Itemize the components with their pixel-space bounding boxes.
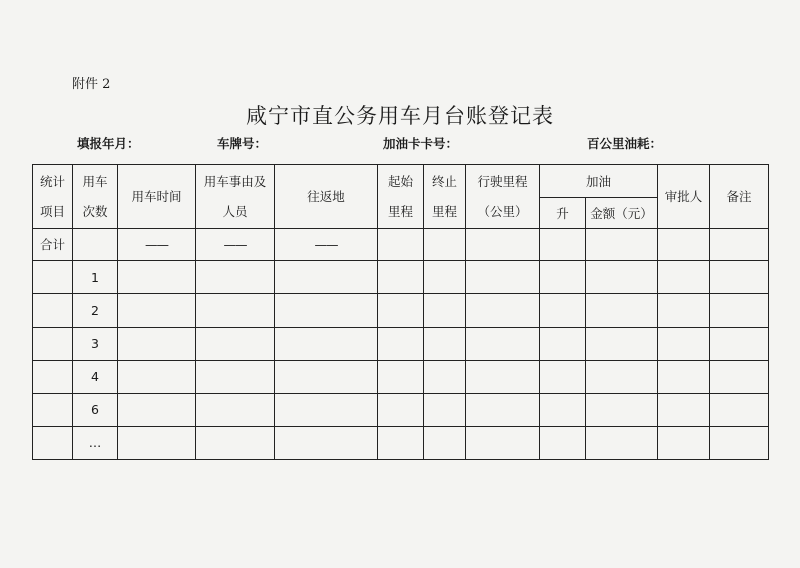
table-cell: [710, 327, 769, 360]
header-amount: 金额（元）: [586, 198, 658, 229]
table-row: [33, 426, 769, 459]
table-cell: [196, 327, 275, 360]
table-cell: [586, 294, 658, 327]
table-cell: [424, 327, 466, 360]
plate-number-label: 车牌号：: [217, 136, 268, 151]
total-usage-time-dash: ——: [118, 229, 196, 261]
row-number: 6: [73, 393, 118, 426]
header-refuel: 加油: [540, 165, 658, 198]
table-cell: [710, 261, 769, 294]
row-number: 1: [73, 261, 118, 294]
table-cell: [710, 360, 769, 393]
table-row: [33, 294, 769, 327]
table-cell: [378, 294, 424, 327]
table-cell: [466, 426, 540, 459]
table-cell: [118, 294, 196, 327]
table-cell: [540, 393, 586, 426]
table-cell: [658, 294, 710, 327]
total-label: 合计: [33, 229, 73, 261]
fuel-card-label: 加油卡卡号：: [383, 136, 459, 151]
table-cell: [33, 360, 73, 393]
header-reason: 用车事由及 人员: [196, 165, 275, 229]
page-title: 咸宁市直公务用车月台账登记表: [246, 104, 554, 128]
table-cell: [466, 327, 540, 360]
table-cell: [658, 327, 710, 360]
table-cell: [33, 426, 73, 459]
header-trip-count: 用车 次数: [73, 165, 118, 229]
table-cell: [275, 261, 378, 294]
header-end-mileage: 终止 里程: [424, 165, 466, 229]
table-cell: [540, 261, 586, 294]
table-cell: [424, 229, 466, 261]
table-cell: [424, 426, 466, 459]
table-cell: [424, 294, 466, 327]
fuel-consumption-label: 百公里油耗：: [587, 136, 663, 151]
total-reason-dash: ——: [196, 229, 275, 261]
table-cell: [196, 294, 275, 327]
table-cell: [586, 393, 658, 426]
table-cell: [424, 360, 466, 393]
table-cell: [466, 294, 540, 327]
table-cell: [196, 393, 275, 426]
table-cell: [658, 229, 710, 261]
table-cell: [33, 327, 73, 360]
row-number: …: [73, 426, 118, 459]
table-cell: [118, 327, 196, 360]
table-row: [33, 393, 769, 426]
table-cell: [118, 426, 196, 459]
header-remarks: 备注: [710, 165, 769, 229]
table-cell: [540, 229, 586, 261]
header-usage-time: 用车时间: [118, 165, 196, 229]
table-cell: [658, 360, 710, 393]
header-approver: 审批人: [658, 165, 710, 229]
ledger-table: [32, 164, 769, 460]
table-cell: [378, 393, 424, 426]
table-cell: [378, 261, 424, 294]
table-cell: [275, 327, 378, 360]
attachment-label: 附件 2: [72, 77, 111, 92]
table-cell: [466, 360, 540, 393]
table-cell: [33, 261, 73, 294]
total-row: [33, 229, 769, 261]
table-row: [33, 327, 769, 360]
table-cell: [378, 360, 424, 393]
table-cell: [710, 426, 769, 459]
header-distance: 行驶里程 （公里）: [466, 165, 540, 229]
table-cell: [586, 360, 658, 393]
table-cell: [275, 426, 378, 459]
table-cell: [658, 426, 710, 459]
report-month-label: 填报年月：: [77, 136, 140, 151]
header-category: 统计 项目: [33, 165, 73, 229]
table-cell: [73, 229, 118, 261]
table-cell: [196, 360, 275, 393]
table-cell: [196, 261, 275, 294]
table-cell: [710, 294, 769, 327]
header-start-mileage: 起始 里程: [378, 165, 424, 229]
table-cell: [118, 261, 196, 294]
table-cell: [378, 426, 424, 459]
table-cell: [658, 393, 710, 426]
table-cell: [275, 294, 378, 327]
table-cell: [466, 393, 540, 426]
table-cell: [466, 229, 540, 261]
table-cell: [540, 426, 586, 459]
table-cell: [275, 360, 378, 393]
header-liters: 升: [540, 198, 586, 229]
table-cell: [275, 393, 378, 426]
table-cell: [33, 294, 73, 327]
table-cell: [540, 327, 586, 360]
table-cell: [33, 393, 73, 426]
table-cell: [118, 393, 196, 426]
row-number: 4: [73, 360, 118, 393]
table-cell: [378, 229, 424, 261]
header-route: 往返地: [275, 165, 378, 229]
table-cell: [540, 360, 586, 393]
table-cell: [586, 229, 658, 261]
table-cell: [710, 393, 769, 426]
table-row: [33, 261, 769, 294]
table-cell: [586, 327, 658, 360]
row-number: 2: [73, 294, 118, 327]
table-cell: [424, 393, 466, 426]
table-cell: [466, 261, 540, 294]
table-cell: [586, 261, 658, 294]
table-cell: [196, 426, 275, 459]
total-route-dash: ——: [275, 229, 378, 261]
table-cell: [378, 327, 424, 360]
table-row: [33, 360, 769, 393]
row-number: 3: [73, 327, 118, 360]
table-cell: [658, 261, 710, 294]
table-cell: [586, 426, 658, 459]
table-cell: [424, 261, 466, 294]
table-cell: [118, 360, 196, 393]
table-cell: [540, 294, 586, 327]
table-cell: [710, 229, 769, 261]
